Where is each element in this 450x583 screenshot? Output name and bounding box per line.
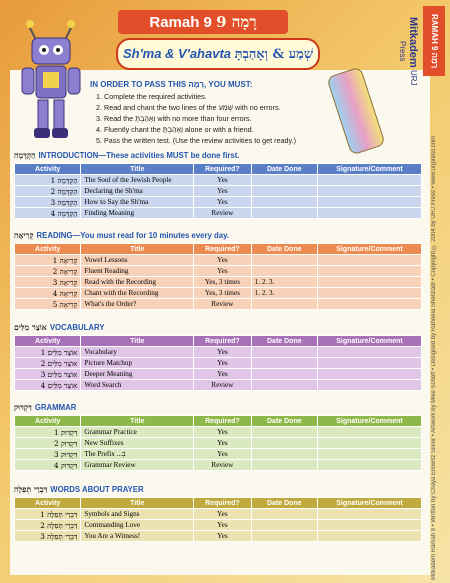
signature-cell[interactable] (317, 449, 421, 460)
table-header-row (15, 164, 422, 175)
signature-cell[interactable] (317, 438, 421, 449)
column-header: Date Done (251, 498, 317, 509)
title-cell: Chant with the Recording (81, 288, 194, 299)
column-header: Signature/Comment (317, 336, 421, 347)
activity-cell: הַקְדָּמָה 2 (15, 186, 81, 197)
column-header: Date Done (251, 416, 317, 427)
title-cell: New Suffixes (81, 438, 194, 449)
table-row (15, 197, 422, 208)
required-cell: Yes (194, 266, 252, 277)
requirement-item: 5. Pass the written test. (Use the review activities to get ready.) (104, 136, 370, 145)
logo-title: Mitkadem (407, 16, 419, 68)
signature-cell[interactable] (317, 288, 421, 299)
activity-cell: הַקְדָּמָה 3 (15, 197, 81, 208)
activity-cell: דִּקְדּוּק 4 (15, 460, 81, 471)
title-cell: Fluent Reading (81, 266, 194, 277)
required-cell: Yes (194, 438, 252, 449)
subtitle-hebrew: שְׁמַע & וְאָהַבְתָּ (234, 47, 314, 62)
table-row (15, 299, 422, 310)
date-done-cell[interactable] (251, 266, 317, 277)
date-done-cell[interactable] (251, 358, 317, 369)
title-cell: Symbols and Signs (81, 509, 194, 520)
required-cell: Yes (194, 369, 252, 380)
table-row (15, 520, 422, 531)
required-cell: Yes (194, 197, 252, 208)
title-cell: Vocabulary (81, 347, 194, 358)
section-english-title: GRAMMAR (34, 403, 77, 412)
table-row (15, 369, 422, 380)
title-cell: Word Search (81, 380, 194, 391)
signature-cell[interactable] (317, 175, 421, 186)
section-grammar (14, 402, 422, 471)
section-hebrew-title: קְרִיאָה (14, 231, 34, 240)
table-row (15, 449, 422, 460)
column-header: Title (81, 416, 194, 427)
table-row (15, 531, 422, 542)
date-done-cell[interactable] (251, 438, 317, 449)
table-header-row (15, 416, 422, 427)
signature-cell[interactable] (317, 531, 421, 542)
activity-cell: קְרִיאָה 1 (15, 255, 81, 266)
column-header: Activity (15, 416, 81, 427)
required-cell: Review (194, 380, 252, 391)
column-header: Required? (194, 244, 252, 255)
activity-cell: קְרִיאָה 5 (15, 299, 81, 310)
credits-footer: Mitkadem Ramah 9 • Written by Chaya Ellowitz Silver • Artwork by Mike Scheff • Designed by Raheela Shehzadi • Copyright © 2004 by URJ Press • www.urjpress.com (431, 135, 437, 580)
section-title (14, 150, 422, 161)
signature-cell[interactable] (317, 266, 421, 277)
section-title (14, 322, 422, 333)
date-done-cell[interactable] (251, 449, 317, 460)
activity-cell: קְרִיאָה 2 (15, 266, 81, 277)
section-english-title: WORDS ABOUT PRAYER (50, 485, 144, 494)
required-cell: Yes (194, 427, 252, 438)
section-english-title: INTRODUCTION—These activities MUST be done first. (38, 151, 240, 160)
title-cell: Commanding Love (81, 520, 194, 531)
table-row (15, 460, 422, 471)
activity-cell: אוֹצַר מִלִּים 1 (15, 347, 81, 358)
column-header: Date Done (251, 336, 317, 347)
date-done-cell[interactable] (251, 175, 317, 186)
title-cell: Finding Meaning (81, 208, 194, 219)
robot-illustration (16, 18, 86, 143)
mitkadem-logo (375, 6, 419, 96)
section-hebrew-title: הַקְדָּמָה (14, 151, 36, 160)
table-header-row (15, 336, 422, 347)
date-done-cell[interactable] (251, 460, 317, 471)
column-header: Activity (15, 244, 81, 255)
column-header: Activity (15, 164, 81, 175)
column-header: Required? (194, 416, 252, 427)
table-header-row (15, 244, 422, 255)
title-cell: Grammar Practice (81, 427, 194, 438)
activity-cell: אוֹצַר מִלִּים 3 (15, 369, 81, 380)
section-words-about-prayer (14, 484, 422, 542)
column-header: Title (81, 336, 194, 347)
section-english-title: VOCABULARY (49, 323, 105, 332)
signature-cell[interactable] (317, 255, 421, 266)
section-introduction (14, 150, 422, 219)
column-header: Title (81, 164, 194, 175)
section-hebrew-title: אוֹצַר מִלִּים (14, 323, 47, 332)
column-header: Signature/Comment (317, 498, 421, 509)
requirements-title: IN ORDER TO PASS THIS רָמָה, YOU MUST: (90, 80, 253, 89)
requirement-item: 4. Fluently chant the וְאָהַבְתָּ alone or with a friend. (104, 125, 370, 134)
title-cell: Read with the Recording (81, 277, 194, 288)
table-row (15, 380, 422, 391)
signature-cell[interactable] (317, 186, 421, 197)
title-cell: Grammar Review (81, 460, 194, 471)
required-cell: Yes (194, 186, 252, 197)
table-header-row (15, 498, 422, 509)
required-cell: Yes (194, 255, 252, 266)
signature-cell[interactable] (317, 427, 421, 438)
activity-table (14, 497, 422, 542)
date-done-cell[interactable] (251, 380, 317, 391)
section-title (14, 402, 422, 413)
column-header: Date Done (251, 244, 317, 255)
column-header: Signature/Comment (317, 244, 421, 255)
required-cell: Yes (194, 509, 252, 520)
requirement-item: 1. Complete the required activities. (104, 92, 370, 101)
table-row (15, 427, 422, 438)
required-cell: Yes (194, 520, 252, 531)
table-row (15, 358, 422, 369)
section-hebrew-title: דִּבְרֵי תְּפִלָּה (14, 485, 48, 494)
title-cell: Picture Matchup (81, 358, 194, 369)
section-reading (14, 230, 422, 310)
activity-table (14, 243, 422, 310)
requirement-item: 2. Read and chant the two lines of the שְׁמַע with no errors. (104, 103, 370, 112)
signature-cell[interactable] (317, 358, 421, 369)
table-row (15, 255, 422, 266)
title-cell: Vowel Lessons (81, 255, 194, 266)
required-cell: Yes, 3 times (194, 277, 252, 288)
activity-cell: אוֹצַר מִלִּים 2 (15, 358, 81, 369)
side-logo-block (375, 6, 445, 106)
required-cell: Review (194, 460, 252, 471)
table-row (15, 186, 422, 197)
required-cell: Review (194, 208, 252, 219)
activity-cell: דִּקְדּוּק 2 (15, 438, 81, 449)
activity-cell: הַקְדָּמָה 4 (15, 208, 81, 219)
signature-cell[interactable] (317, 460, 421, 471)
section-vocabulary (14, 322, 422, 391)
table-row (15, 175, 422, 186)
date-done-cell[interactable] (251, 299, 317, 310)
section-hebrew-title: דִּקְדּוּק (14, 403, 32, 412)
required-cell: Yes (194, 358, 252, 369)
column-header: Date Done (251, 164, 317, 175)
activity-cell: אוֹצַר מִלִּים 4 (15, 380, 81, 391)
table-row (15, 288, 422, 299)
signature-cell[interactable] (317, 520, 421, 531)
column-header: Required? (194, 498, 252, 509)
date-done-cell[interactable] (251, 197, 317, 208)
title-cell: The Prefix ...בְ (81, 449, 194, 460)
table-row (15, 347, 422, 358)
date-done-cell[interactable] (251, 186, 317, 197)
requirement-item: 3. Read the וְאָהַבְתָּ with no more than four errors. (104, 114, 370, 123)
title-cell: The Soul of the Jewish People (81, 175, 194, 186)
signature-cell[interactable] (317, 347, 421, 358)
title-cell: Declaring the Sh'ma (81, 186, 194, 197)
activity-cell: קְרִיאָה 4 (15, 288, 81, 299)
requirements-box (90, 80, 370, 147)
ramah-side-tag: RAMAH 9 רָמָה (423, 6, 445, 76)
date-done-cell[interactable] (251, 369, 317, 380)
date-done-cell[interactable]: 1. 2. 3. (251, 277, 317, 288)
activity-table (14, 415, 422, 471)
table-row (15, 208, 422, 219)
required-cell: Yes (194, 531, 252, 542)
date-done-cell[interactable] (251, 255, 317, 266)
activity-cell: דִּקְדּוּק 1 (15, 427, 81, 438)
date-done-cell[interactable] (251, 531, 317, 542)
table-row (15, 509, 422, 520)
section-title (14, 230, 422, 241)
section-title (14, 484, 422, 495)
column-header: Required? (194, 336, 252, 347)
date-done-cell[interactable] (251, 427, 317, 438)
column-header: Signature/Comment (317, 164, 421, 175)
column-header: Activity (15, 336, 81, 347)
subtitle-english: Sh'ma & V'ahavta (122, 46, 232, 61)
activity-cell: דִּבְרֵי תְּפִלָּה 1 (15, 509, 81, 520)
required-cell: Review (194, 299, 252, 310)
activity-cell: דִּקְדּוּק 3 (15, 449, 81, 460)
logo-publisher: URJ Press (398, 40, 418, 86)
signature-cell[interactable] (317, 380, 421, 391)
required-cell: Yes (194, 347, 252, 358)
table-row (15, 266, 422, 277)
requirements-list (90, 92, 370, 145)
column-header: Title (81, 244, 194, 255)
date-done-cell[interactable]: 1. 2. 3. (251, 288, 317, 299)
signature-cell[interactable] (317, 277, 421, 288)
title-cell: How to Say the Sh'ma (81, 197, 194, 208)
date-done-cell[interactable] (251, 347, 317, 358)
signature-cell[interactable] (317, 208, 421, 219)
table-row (15, 438, 422, 449)
activity-cell: קְרִיאָה 3 (15, 277, 81, 288)
activity-cell: דִּבְרֵי תְּפִלָּה 2 (15, 520, 81, 531)
date-done-cell[interactable] (251, 520, 317, 531)
ramah-hebrew: רָמָה 9 (216, 13, 257, 31)
column-header: Signature/Comment (317, 416, 421, 427)
signature-cell[interactable] (317, 299, 421, 310)
signature-cell[interactable] (317, 197, 421, 208)
title-cell: You Are a Witness! (81, 531, 194, 542)
signature-cell[interactable] (317, 509, 421, 520)
unit-subtitle (116, 38, 320, 70)
column-header: Required? (194, 164, 252, 175)
activity-table (14, 335, 422, 391)
column-header: Title (81, 498, 194, 509)
ramah-banner (118, 10, 288, 34)
required-cell: Yes (194, 449, 252, 460)
title-cell: What's the Order? (81, 299, 194, 310)
ramah-label: Ramah 9 (149, 14, 212, 31)
table-row (15, 277, 422, 288)
required-cell: Yes (194, 175, 252, 186)
signature-cell[interactable] (317, 369, 421, 380)
activity-table (14, 163, 422, 219)
required-cell: Yes, 3 times (194, 288, 252, 299)
section-english-title: READING—You must read for 10 minutes every day. (36, 231, 230, 240)
column-header: Activity (15, 498, 81, 509)
activity-cell: הַקְדָּמָה 1 (15, 175, 81, 186)
activity-cell: דִּבְרֵי תְּפִלָּה 3 (15, 531, 81, 542)
title-cell: Deeper Meaning (81, 369, 194, 380)
date-done-cell[interactable] (251, 208, 317, 219)
date-done-cell[interactable] (251, 509, 317, 520)
